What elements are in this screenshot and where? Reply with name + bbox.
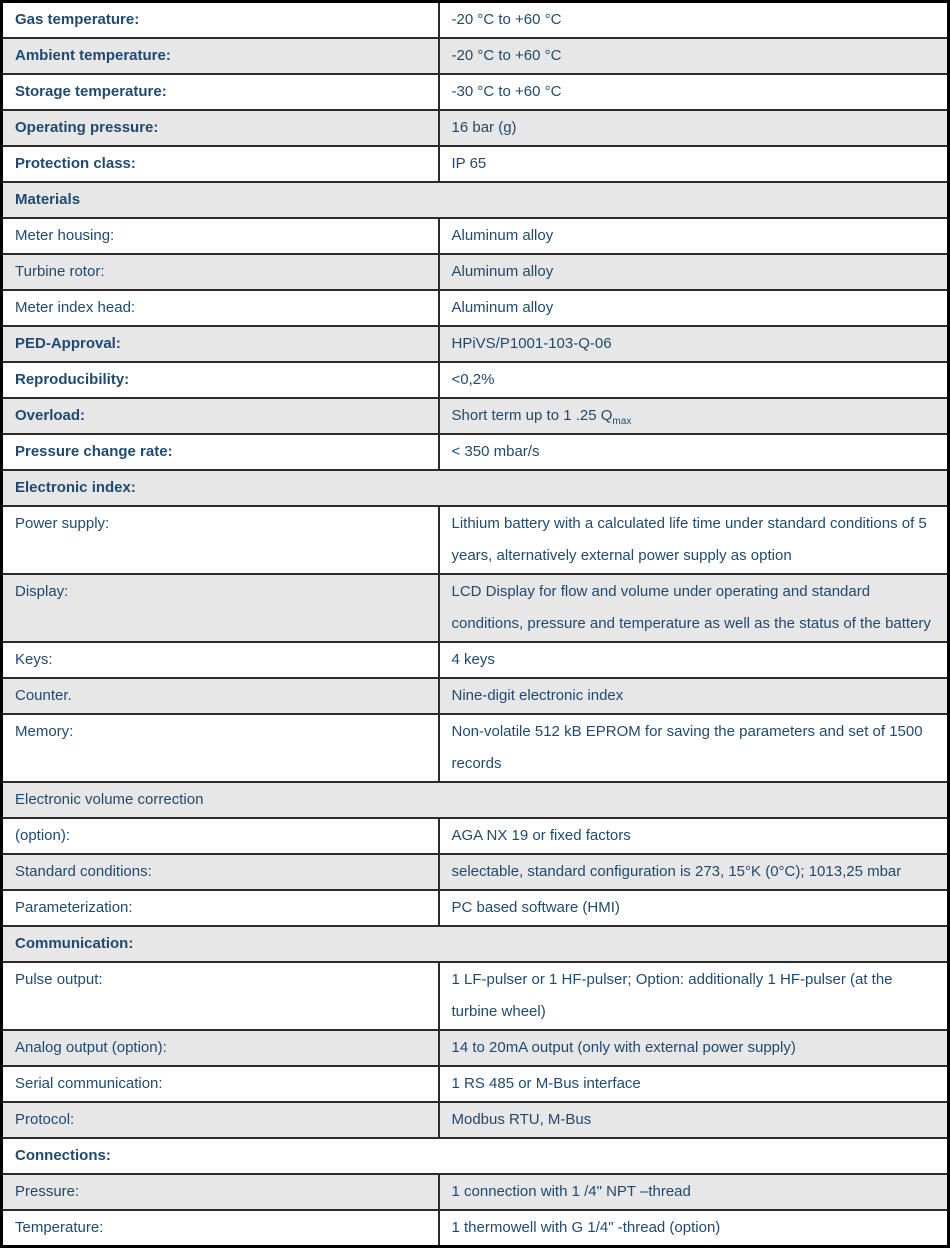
spec-value-text: 14 to 20mA output (only with external power supply) (451, 1039, 796, 1056)
spec-label: Overload: (2, 398, 439, 434)
spec-label: Analog output (option): (2, 1030, 439, 1066)
spec-value (439, 854, 949, 890)
spec-label: Display: (2, 574, 439, 642)
spec-label: Meter index head: (2, 290, 439, 326)
spec-row (2, 362, 949, 398)
section-header-label: Electronic volume correction (2, 782, 949, 818)
spec-value (439, 362, 949, 398)
spec-value (439, 1102, 949, 1138)
spec-label: Memory: (2, 714, 439, 782)
section-header-row (2, 1138, 949, 1174)
spec-value-text: -20 °C to +60 °C (451, 47, 562, 64)
spec-value (439, 506, 949, 574)
section-header-row (2, 926, 949, 962)
spec-value (439, 434, 949, 470)
spec-label: Pressure: (2, 1174, 439, 1210)
spec-value (439, 890, 949, 926)
spec-value-text: Short term up to 1 .25 Q (451, 407, 613, 424)
spec-label: Serial communication: (2, 1066, 439, 1102)
spec-value-text: IP 65 (451, 155, 487, 172)
spec-row (2, 398, 949, 434)
spec-row (2, 2, 949, 39)
spec-value-text: 16 bar (g) (451, 119, 517, 136)
spec-row (2, 38, 949, 74)
spec-row (2, 1210, 949, 1247)
spec-row (2, 218, 949, 254)
spec-value (439, 326, 949, 362)
spec-value (439, 254, 949, 290)
section-header-label: Materials (2, 182, 949, 218)
spec-label: Power supply: (2, 506, 439, 574)
spec-label: Standard conditions: (2, 854, 439, 890)
spec-value (439, 218, 949, 254)
spec-value-text: 1 LF-pulser or 1 HF-pulser; Option: additionally 1 HF-pulser (at the turbine wheel) (451, 971, 893, 1020)
spec-value (439, 146, 949, 182)
section-header-label: Communication: (2, 926, 949, 962)
spec-value-text: -20 °C to +60 °C (451, 11, 562, 28)
spec-row (2, 146, 949, 182)
spec-label: Keys: (2, 642, 439, 678)
spec-value (439, 1210, 949, 1247)
spec-value-text: 4 keys (451, 651, 495, 668)
spec-row (2, 678, 949, 714)
spec-value-text: 1 connection with 1 /4" NPT –thread (451, 1183, 691, 1200)
section-header-row (2, 182, 949, 218)
spec-value (439, 1066, 949, 1102)
spec-row (2, 574, 949, 642)
spec-row (2, 642, 949, 678)
spec-value-text: selectable, standard configuration is 273, 15°K (0°C); 1013,25 mbar (451, 863, 902, 880)
spec-row (2, 1102, 949, 1138)
spec-label: Pressure change rate: (2, 434, 439, 470)
spec-row (2, 110, 949, 146)
spec-value-text: Nine-digit electronic index (451, 687, 624, 704)
spec-value (439, 678, 949, 714)
spec-value-text: HPiVS/P1001-103-Q-06 (451, 335, 612, 352)
spec-value (439, 398, 949, 434)
section-header-label: Electronic index: (2, 470, 949, 506)
spec-value-text: Aluminum alloy (451, 299, 554, 316)
spec-label: Turbine rotor: (2, 254, 439, 290)
spec-value (439, 1030, 949, 1066)
spec-value (439, 574, 949, 642)
spec-row (2, 1174, 949, 1210)
spec-value-text: <0,2% (451, 371, 495, 388)
spec-value-text: Modbus RTU, M-Bus (451, 1111, 592, 1128)
spec-label: Reproducibility: (2, 362, 439, 398)
spec-value-text: Aluminum alloy (451, 227, 554, 244)
spec-label: Pulse output: (2, 962, 439, 1030)
spec-row (2, 890, 949, 926)
spec-row (2, 254, 949, 290)
spec-value-text: 1 RS 485 or M-Bus interface (451, 1075, 641, 1092)
spec-label: Protocol: (2, 1102, 439, 1138)
spec-label: Counter. (2, 678, 439, 714)
spec-row (2, 714, 949, 782)
section-header-label: Connections: (2, 1138, 949, 1174)
spec-row (2, 854, 949, 890)
spec-label: PED-Approval: (2, 326, 439, 362)
spec-value (439, 1174, 949, 1210)
spec-row (2, 1030, 949, 1066)
spec-label: Ambient temperature: (2, 38, 439, 74)
spec-value-text: 1 thermowell with G 1/4" -thread (option) (451, 1219, 721, 1236)
spec-value (439, 2, 949, 39)
section-header-row (2, 782, 949, 818)
spec-value-text: LCD Display for flow and volume under operating and standard conditions, pressure and temperature as well as the status of the battery (451, 583, 931, 632)
spec-value (439, 110, 949, 146)
spec-label: Temperature: (2, 1210, 439, 1247)
spec-value (439, 642, 949, 678)
spec-value-subscript: max (612, 416, 632, 427)
spec-table-body (2, 2, 949, 1247)
spec-value (439, 714, 949, 782)
spec-row (2, 326, 949, 362)
spec-row (2, 506, 949, 574)
spec-row (2, 818, 949, 854)
spec-label: Operating pressure: (2, 110, 439, 146)
spec-value-text: -30 °C to +60 °C (451, 83, 562, 100)
spec-value-text: Lithium battery with a calculated life time under standard conditions of 5 years, alternatively external power supply as option (451, 515, 927, 564)
spec-label: Gas temperature: (2, 2, 439, 39)
spec-value-text: AGA NX 19 or fixed factors (451, 827, 631, 844)
spec-value-text: < 350 mbar/s (451, 443, 540, 460)
spec-row (2, 1066, 949, 1102)
spec-value-text: PC based software (HMI) (451, 899, 620, 916)
spec-value (439, 38, 949, 74)
spec-value-text: Non-volatile 512 kB EPROM for saving the parameters and set of 1500 records (451, 723, 923, 772)
spec-row (2, 290, 949, 326)
spec-value (439, 818, 949, 854)
spec-value (439, 962, 949, 1030)
spec-label: Meter housing: (2, 218, 439, 254)
spec-value (439, 74, 949, 110)
spec-label: Storage temperature: (2, 74, 439, 110)
spec-value (439, 290, 949, 326)
spec-row (2, 434, 949, 470)
spec-label: (option): (2, 818, 439, 854)
section-header-row (2, 470, 949, 506)
spec-row (2, 74, 949, 110)
spec-label: Parameterization: (2, 890, 439, 926)
spec-row (2, 962, 949, 1030)
spec-label: Protection class: (2, 146, 439, 182)
spec-value-text: Aluminum alloy (451, 263, 554, 280)
